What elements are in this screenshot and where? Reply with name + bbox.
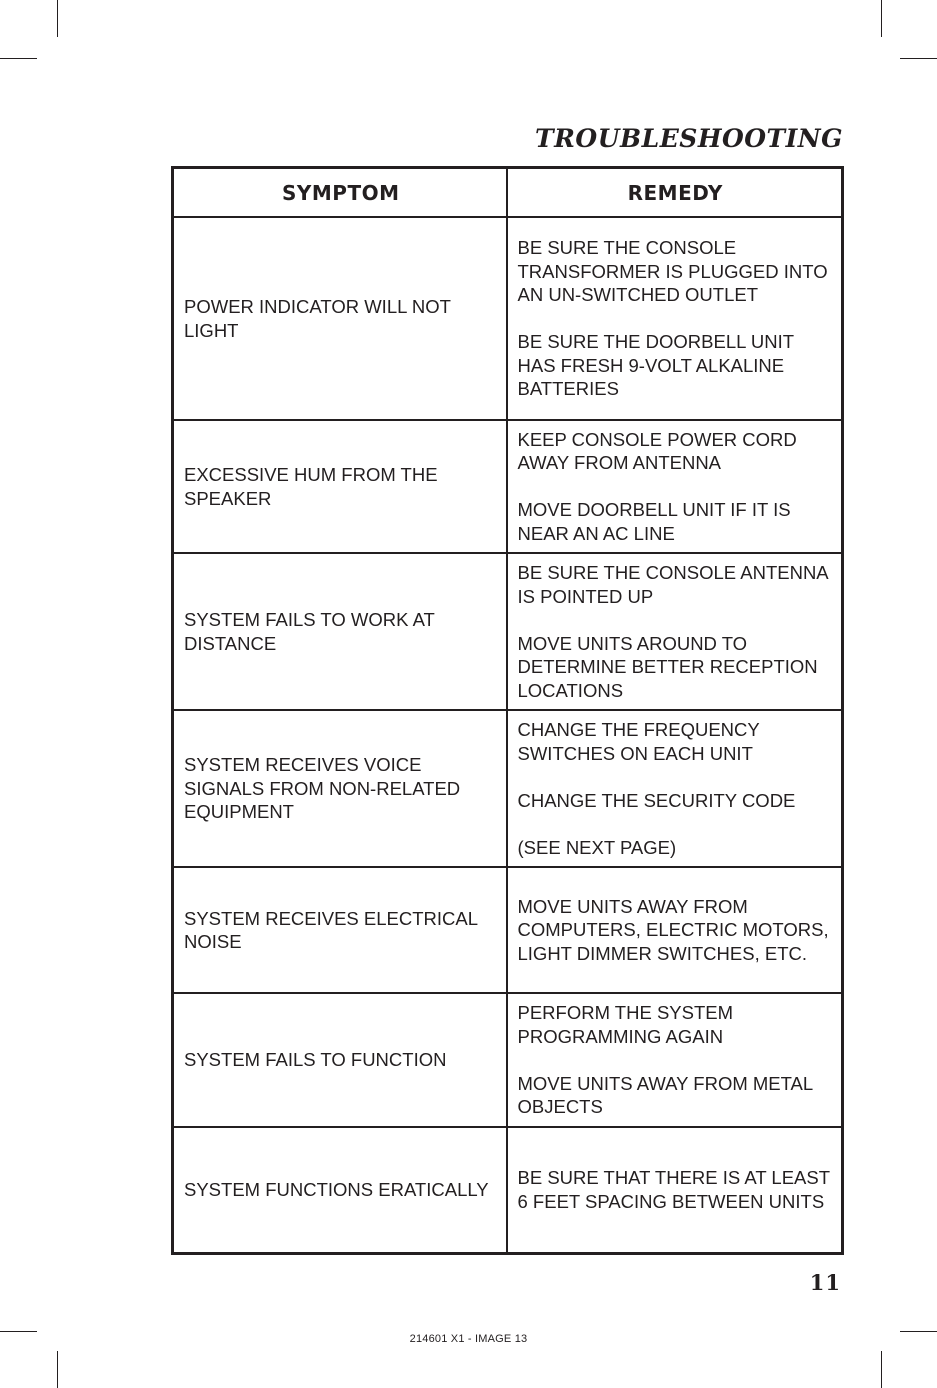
symptom-cell: SYSTEM RECEIVES ELECTRICAL NOISE: [173, 867, 507, 993]
remedy-cell: [507, 553, 843, 710]
symptom-cell: SYSTEM FUNCTIONS ERATICALLY: [173, 1127, 507, 1253]
symptom-cell: SYSTEM RECEIVES VOICE SIGNALS FROM NON-RELATED EQUIPMENT: [173, 710, 507, 867]
crop-mark: [57, 1351, 58, 1388]
table-header-row: [173, 168, 843, 218]
table-row: [173, 993, 843, 1127]
remedy-cell: [507, 867, 843, 993]
remedy-text: CHANGE THE FREQUENCY SWITCHES ON EACH UNIT: [517, 719, 760, 764]
crop-mark: [900, 58, 937, 59]
remedy-cell: [507, 217, 843, 420]
crop-mark: [0, 58, 37, 59]
remedy-text: BE SURE THAT THERE IS AT LEAST 6 FEET SPACING BETWEEN UNITS: [517, 1167, 830, 1212]
remedy-text: CHANGE THE SECURITY CODE: [517, 789, 796, 811]
table-row: [173, 867, 843, 993]
remedy-text: BE SURE THE DOORBELL UNIT HAS FRESH 9-VOLT ALKALINE BATTERIES: [517, 331, 794, 400]
remedy-cell: [507, 1127, 843, 1253]
remedy-cell: [507, 420, 843, 553]
footer-code: 214601 X1 - IMAGE 13: [409, 1333, 528, 1345]
table-row: [173, 217, 843, 420]
crop-mark: [57, 0, 58, 37]
crop-mark: [881, 0, 882, 37]
remedy-text: PERFORM THE SYSTEM PROGRAMMING AGAIN: [517, 1002, 734, 1047]
table-row: [173, 1127, 843, 1253]
remedy-header: REMEDY: [507, 168, 843, 218]
symptom-header: SYMPTOM: [173, 168, 507, 218]
crop-mark: [900, 1331, 937, 1332]
remedy-text: KEEP CONSOLE POWER CORD AWAY FROM ANTENNA: [517, 428, 797, 474]
remedy-text: BE SURE THE CONSOLE TRANSFORMER IS PLUGGED INTO AN UN-SWITCHED OUTLET: [517, 237, 828, 306]
crop-mark: [881, 1351, 882, 1388]
remedy-cell: [507, 710, 843, 867]
remedy-text: MOVE UNITS AROUND TO DETERMINE BETTER RECEPTION LOCATIONS: [517, 632, 818, 701]
table-row: [173, 420, 843, 553]
remedy-cell: [507, 993, 843, 1127]
remedy-text: MOVE UNITS AWAY FROM COMPUTERS, ELECTRIC MOTORS, LIGHT DIMMER SWITCHES, ETC.: [517, 895, 829, 964]
table-row: [173, 553, 843, 710]
remedy-text: BE SURE THE CONSOLE ANTENNA IS POINTED UP: [517, 562, 828, 607]
symptom-cell: SYSTEM FAILS TO WORK AT DISTANCE: [173, 553, 507, 710]
page-title: TROUBLESHOOTING: [535, 124, 843, 153]
page-number: 11: [809, 1270, 841, 1295]
remedy-text: MOVE DOORBELL UNIT IF IT IS NEAR AN AC LINE: [517, 499, 791, 544]
remedy-text: MOVE UNITS AWAY FROM METAL OBJECTS: [517, 1072, 813, 1118]
table-row: [173, 710, 843, 867]
troubleshooting-table: [171, 166, 844, 1255]
remedy-text: (SEE NEXT PAGE): [517, 836, 677, 858]
crop-mark: [0, 1331, 37, 1332]
symptom-cell: SYSTEM FAILS TO FUNCTION: [173, 993, 507, 1127]
symptom-cell: EXCESSIVE HUM FROM THE SPEAKER: [173, 420, 507, 553]
symptom-cell: POWER INDICATOR WILL NOT LIGHT: [173, 217, 507, 420]
